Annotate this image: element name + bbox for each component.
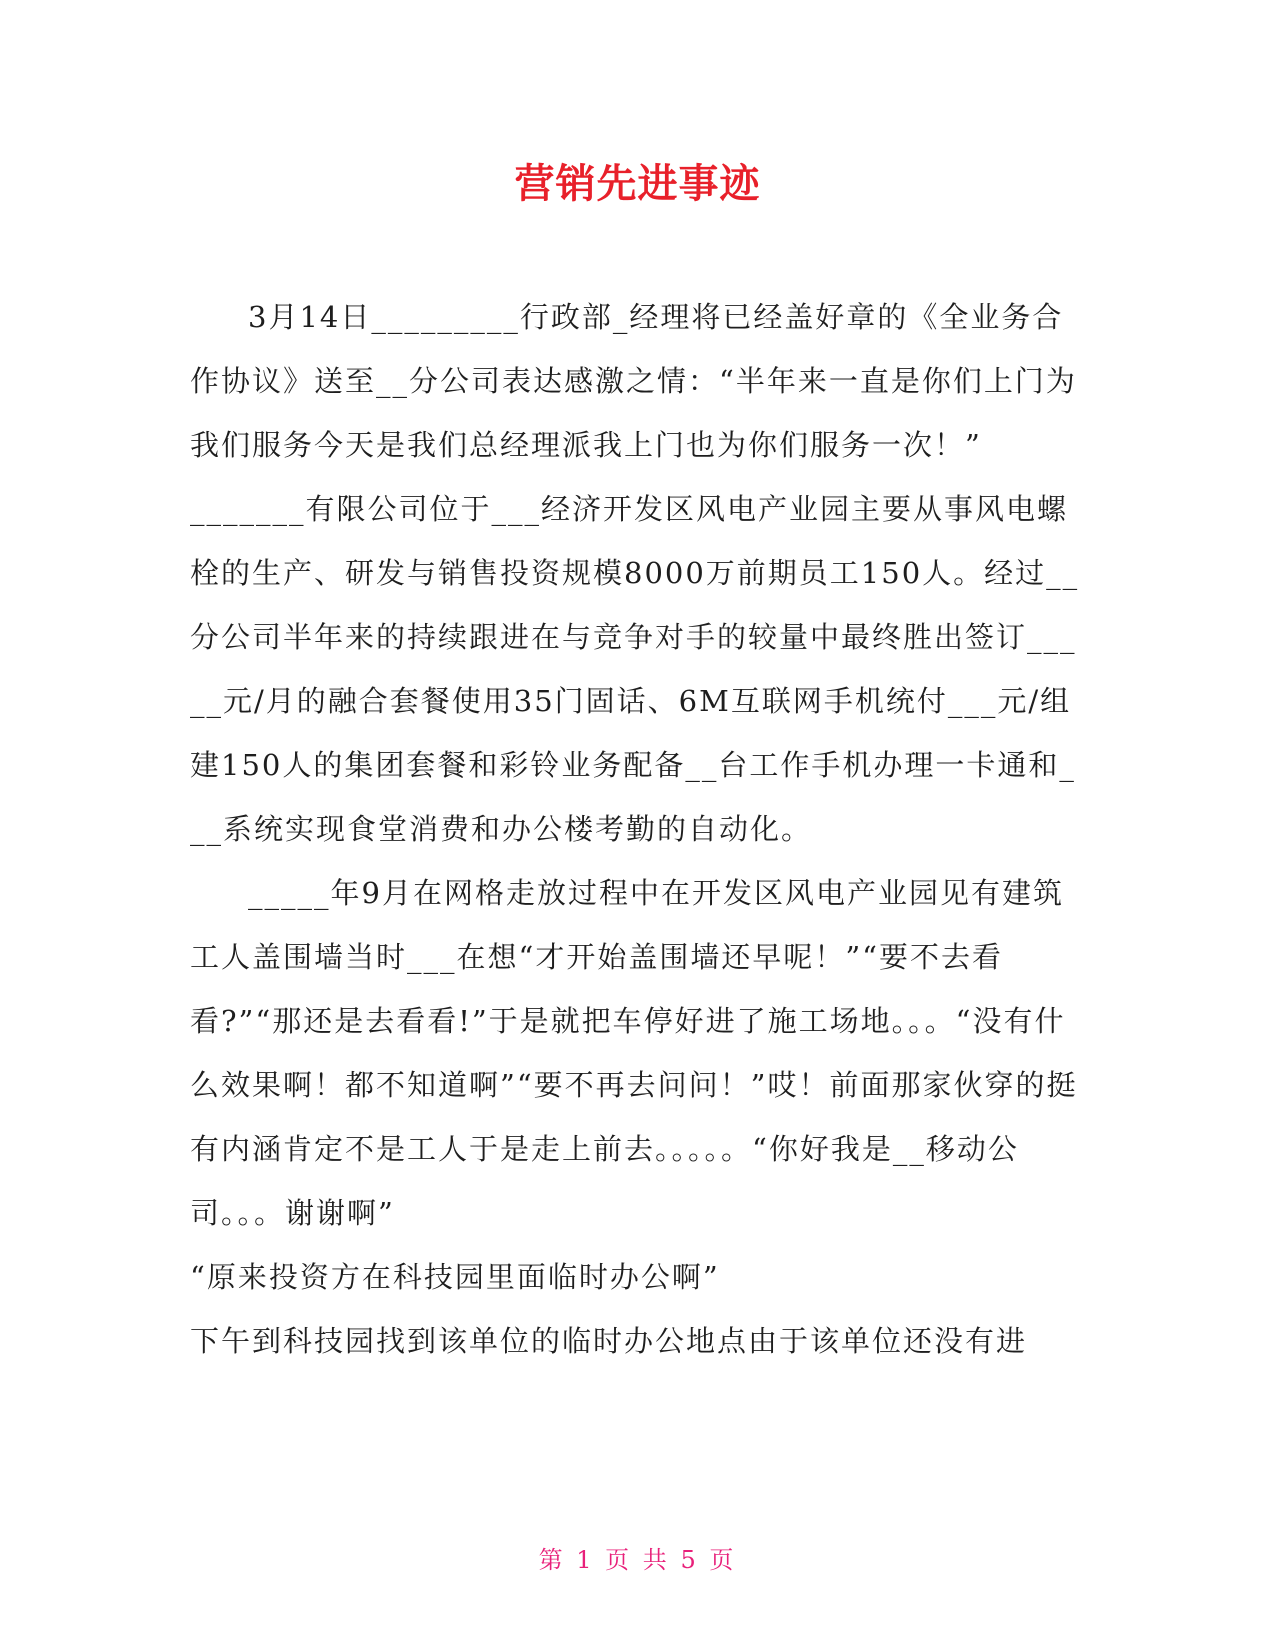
paragraph-site-visit: _____年9月在网格走放过程中在开发区风电产业园见有建筑工人盖围墙当时___在想“才开始盖围墙还早呢！”“要不去看看?”“那还是去看看!”于是就把车停好进了施工场地。。。“没有什么效果啊！都不知道啊”“要不再去问问！”哎！前面那家伙穿的挺有内涵肯定不是工人于是走上前去。。。。。“你好我是__移动公司。。。谢谢啊” [190, 876, 1078, 1230]
page-title: 营销先进事迹 [514, 161, 761, 207]
paragraph-agreement: 3月14日_________行政部_经理将已经盖好章的《全业务合作协议》送至__分公司表达感激之情：“半年来一直是你们上门为我们服务今天是我们总经理派我上门也为你们服务一次！” [190, 300, 1077, 462]
paragraph-afternoon: 下午到科技园找到该单位的临时办公地点由于该单位还没有进 [190, 1324, 1028, 1358]
page-footer: 第 1 页 共 5 页 [538, 1546, 737, 1574]
paragraph-company-intro: _______有限公司位于___经济开发区风电产业园主要从事风电螺栓的生产、研发与销售投资规模8000万前期员工150人。经过__分公司半年来的持续跟进在与竞争对手的较量中最终胜出签订_____元/月的融合套餐使用35门固话、6M互联网手机统付___元/组建150人的集团套餐和彩铃业务配备__台工作手机办理一卡通和___系统实现食堂消费和办公楼考勤的自动化。 [190, 492, 1080, 846]
document-body [190, 285, 1090, 1373]
paragraph-investor-office: “原来投资方在科技园里面临时办公啊” [190, 1260, 720, 1294]
